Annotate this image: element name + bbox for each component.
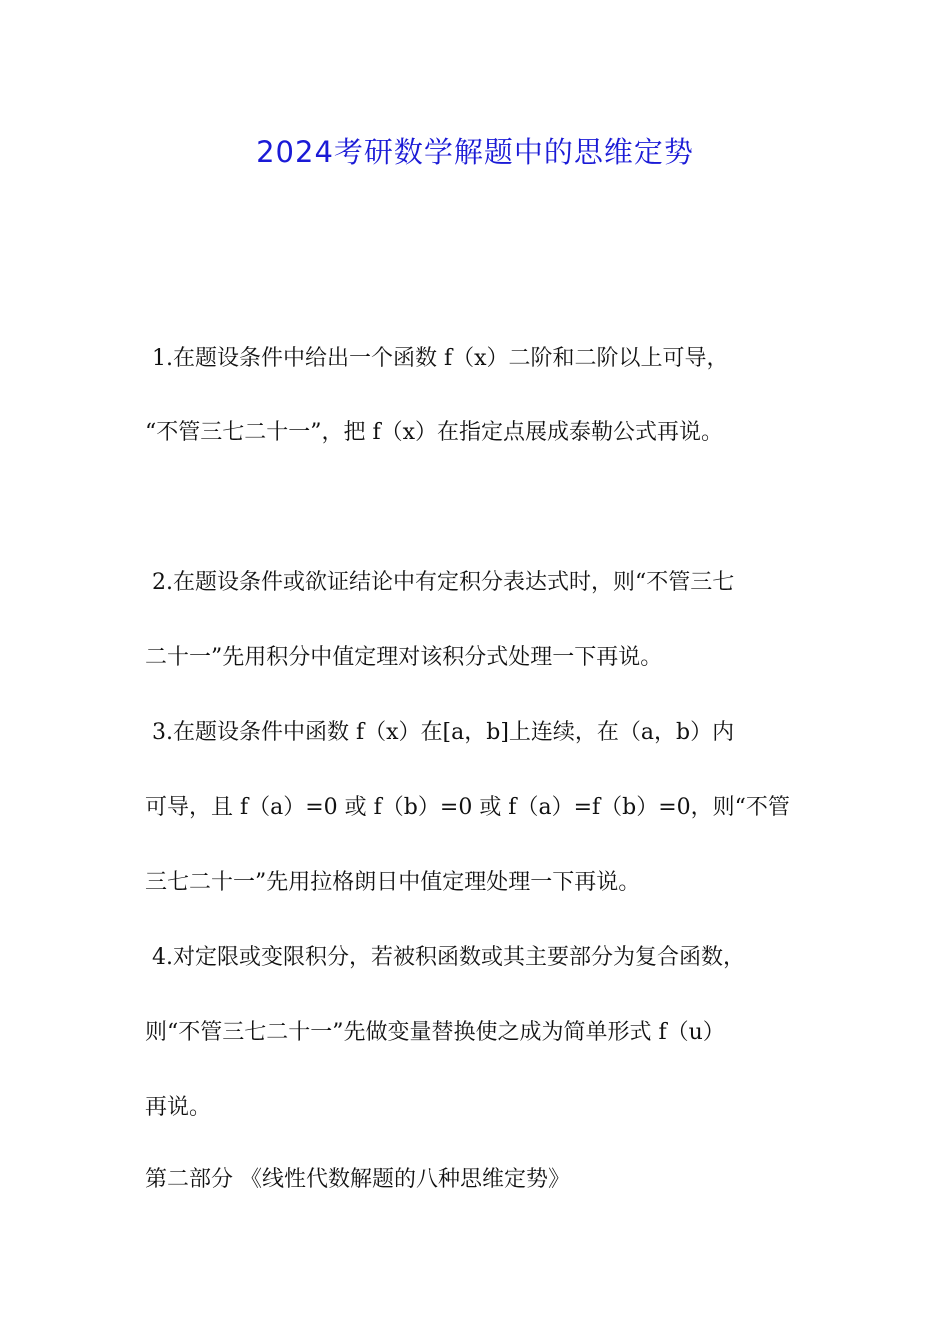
paragraph-4-line-1: 4.对定限或变限积分，若被积函数或其主要部分为复合函数， — [152, 945, 745, 970]
paragraph-3-line-2: 可导，且 f（a）=0 或 f（b）=0 或 f（a）=f（b）=0，则“不管 — [145, 795, 790, 820]
paragraph-3-line-1: 3.在题设条件中函数 f（x）在[a，b]上连续，在（a，b）内 — [152, 720, 735, 745]
paragraph-3-line-3: 三七二十一”先用拉格朗日中值定理处理一下再说。 — [145, 870, 641, 895]
section-heading: 第二部分 《线性代数解题的八种思维定势》 — [145, 1167, 570, 1192]
paragraph-2-line-1: 2.在题设条件或欲证结论中有定积分表达式时，则“不管三七 — [152, 570, 735, 595]
paragraph-1-line-1: 1.在题设条件中给出一个函数 f（x）二阶和二阶以上可导， — [152, 346, 729, 371]
document-title: 2024考研数学解题中的思维定势 — [256, 135, 694, 169]
paragraph-4-line-2: 则“不管三七二十一”先做变量替换使之成为简单形式 f（u） — [145, 1020, 725, 1045]
paragraph-2-line-2: 二十一”先用积分中值定理对该积分式处理一下再说。 — [145, 645, 663, 670]
paragraph-1-line-2: “不管三七二十一”，把 f（x）在指定点展成泰勒公式再说。 — [145, 420, 724, 445]
paragraph-4-line-3: 再说。 — [145, 1095, 212, 1120]
